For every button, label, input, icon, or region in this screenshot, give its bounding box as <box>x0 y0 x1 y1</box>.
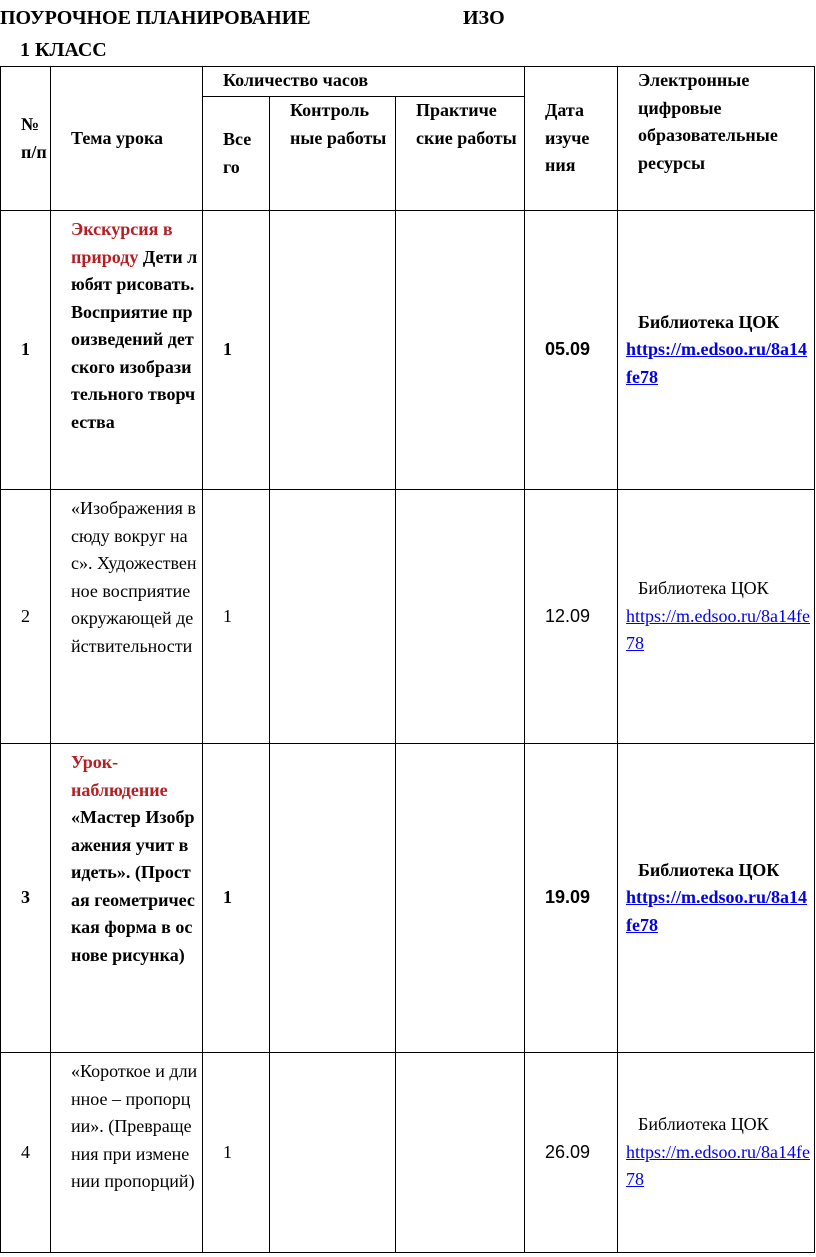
title-subject: ИЗО <box>463 7 505 29</box>
header-total: Все го <box>203 97 270 211</box>
title-main: ПОУРОЧНОЕ ПЛАНИРОВАНИЕ <box>0 7 311 29</box>
row-date: 26.09 <box>525 1053 618 1253</box>
lesson-type: Экскурсия в природу <box>71 219 173 267</box>
row-control-works <box>270 744 396 1053</box>
header-practical: Практиче ские работы <box>396 97 525 211</box>
grade-label: 1 КЛАСС <box>20 39 107 61</box>
resource-link[interactable]: https://m.edsoo.ru/8a14fe78 <box>626 1141 810 1190</box>
row-resources <box>618 744 815 1053</box>
row-total-hours: 1 <box>203 1053 270 1253</box>
table-row <box>1 211 815 490</box>
row-resources <box>618 490 815 744</box>
lesson-type: Урок-наблюдение <box>71 752 168 800</box>
lesson-topic: Дети любят рисовать. Восприятие произведений детского изобразительного творчества <box>71 246 198 432</box>
row-total-hours: 1 <box>203 211 270 490</box>
library-label: Библиотека ЦОК <box>638 1114 769 1135</box>
library-label: Библиотека ЦОК <box>638 859 780 880</box>
row-date: 12.09 <box>525 490 618 744</box>
row-total-hours: 1 <box>203 744 270 1053</box>
table-row <box>1 1053 815 1253</box>
row-topic <box>51 490 203 744</box>
row-num: 3 <box>1 744 51 1053</box>
page-title <box>0 4 505 32</box>
row-practical-works <box>396 744 525 1053</box>
row-control-works <box>270 1053 396 1253</box>
lesson-topic: «Короткое и длинное – пропорции». (Превращения при изменении пропорций) <box>71 1061 198 1191</box>
row-resources <box>618 1053 815 1253</box>
header-date: Дата изуче ния <box>525 67 618 211</box>
library-label: Библиотека ЦОК <box>638 311 780 332</box>
row-num: 1 <box>1 211 51 490</box>
row-control-works <box>270 211 396 490</box>
row-practical-works <box>396 1053 525 1253</box>
row-num: 2 <box>1 490 51 744</box>
resource-link[interactable]: https://m.edsoo.ru/8a14fe78 <box>626 887 808 935</box>
library-label: Библиотека ЦОК <box>638 578 769 599</box>
table-row <box>1 744 815 1053</box>
lesson-topic: «Изображения всюду вокруг нас». Художественное восприятие окружающей действительности <box>71 498 197 656</box>
lesson-plan-table <box>0 66 815 1253</box>
row-total-hours: 1 <box>203 490 270 744</box>
row-control-works <box>270 490 396 744</box>
row-num: 4 <box>1 1053 51 1253</box>
row-resources <box>618 211 815 490</box>
header-num: № п/п <box>1 67 51 211</box>
resource-link[interactable]: https://m.edsoo.ru/8a14fe78 <box>626 605 810 654</box>
header-topic: Тема урока <box>51 67 203 211</box>
row-date: 05.09 <box>525 211 618 490</box>
row-practical-works <box>396 490 525 744</box>
table-row <box>1 490 815 744</box>
resource-link[interactable]: https://m.edsoo.ru/8a14fe78 <box>626 339 808 387</box>
row-topic <box>51 1053 203 1253</box>
header-resources: Электронные цифровые образовательные ресурсы <box>618 67 815 211</box>
lesson-topic: «Мастер Изображения учит видеть». (Простая геометрическая форма в основе рисунка) <box>71 807 195 965</box>
row-topic <box>51 744 203 1053</box>
header-hours: Количество часов <box>203 67 525 97</box>
row-topic <box>51 211 203 490</box>
header-control: Контроль ные работы <box>270 97 396 211</box>
row-practical-works <box>396 211 525 490</box>
row-date: 19.09 <box>525 744 618 1053</box>
